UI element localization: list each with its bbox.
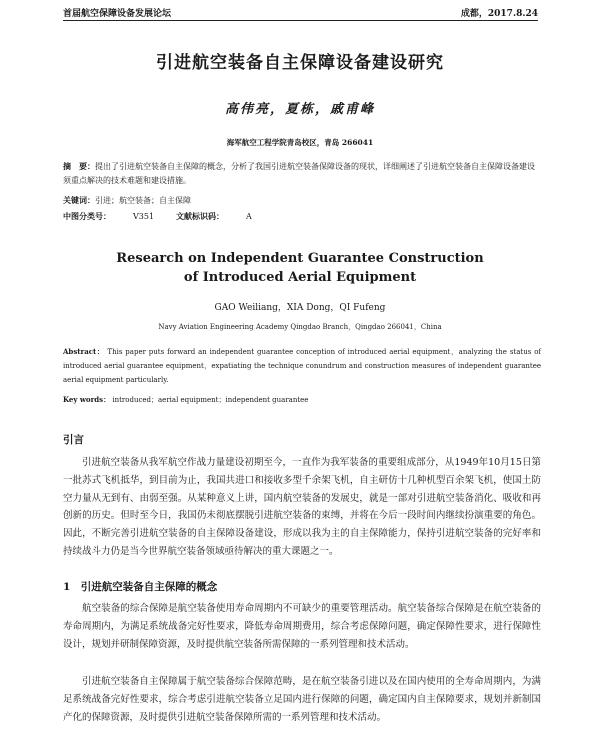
section-heading-introduction: 引言 — [63, 434, 84, 446]
section-1-paragraph-2: 引进航空装备自主保障属于航空装备综合保障范畴，是在航空装备引进以及在国内使用的全寿命周期内，为满足系统战备完好性要求，综合考虑引进航空装备立足国内进行保障的问题，确定国内自主保障要求，规划并新制国产化的保障资源，及时提供引进航空装备保障所需的一系列管理和技术活动。 — [63, 676, 541, 723]
running-header-date: 成都，2017.8.24 — [460, 9, 538, 19]
introduction-paragraph: 引进航空装备从我军航空作战力量建设初期至今，一直作为我军装备的重要组成部分，从1949年10月15日第一批苏式飞机抵华，到目前为止，我国共进口和接收多型千余架飞机，自主研仿十几种机型百余架飞机，使国土防空力量从无到有、由弱至强。从某种意义上讲，国内航空装备的发展史，就是一部对引进航空装备消化、吸收和再创新的历史。但时至今日，我国仍未彻底摆脱引进航空装备的束缚，并将在今后一段时间内继续扮演重要的角色。因此，不断完善引进航空装备的自主保障设备建设，形成以我为主的自主保障能力，保持引进航空装备的完好率和持续战斗力仍是当今世界航空装备领域亟待解决的重大课题之一。 — [63, 457, 541, 557]
english-keywords-text: introduced；aerial equipment；independent guarantee — [112, 396, 309, 404]
english-title — [0, 249, 600, 287]
chinese-affiliation: 海军航空工程学院青岛校区，青岛 266041 — [226, 138, 374, 147]
document-code: 文献标识码： A — [176, 211, 252, 221]
section-heading-1: 1 引进航空装备自主保障的概念 — [63, 581, 218, 593]
chinese-title: 引进航空装备自主保障设备建设研究 — [156, 53, 444, 73]
english-authors: GAO Weiliang，XIA Dong，QI Fufeng — [214, 303, 386, 313]
english-affiliation: Navy Aviation Engineering Academy Qingdao Branch，Qingdao 266041，China — [158, 323, 442, 331]
running-header-conference: 首届航空保障设备发展论坛 — [63, 9, 172, 19]
class-number: 中图分类号： V351 — [63, 211, 155, 221]
english-keywords-label: Key words： — [63, 395, 111, 404]
chinese-authors: 高伟亮，夏栋，戚甫峰 — [224, 102, 375, 117]
section-1-paragraph-1: 航空装备的综合保障是航空装备使用寿命周期内不可缺少的重要管理活动。航空装备综合保障是在航空装备的寿命周期内，为满足系统战备完好性要求，降低寿命周期费用，综合考虑保障问题，确定保障性要求，进行保障性设计，规划并研制保障资源，及时提供航空装备所需保障的一系列管理和技术活动。 — [63, 603, 541, 650]
english-abstract — [63, 345, 541, 387]
chinese-abstract-text: 提出了引进航空装备自主保障的概念，分析了我国引进航空装备保障设备的现状，详细阐述了引进航空装备自主保障设备建设须重点解决的技术难题和建设措施。 — [63, 162, 535, 185]
header-divider — [63, 20, 538, 21]
classification-line — [63, 209, 541, 224]
english-abstract-text: This paper puts forward an independent guarantee conception of introduced aerial equipment，analyzing the status of introduced aerial guarantee equipment，expatiating the technique conundrum and construction measures of independent guarantee aerial equipment particularly. — [63, 348, 541, 384]
english-abstract-label: Abstract： — [63, 347, 105, 356]
english-title-line-1: Research on Independent Guarantee Construction — [116, 251, 484, 266]
chinese-keywords-text: 引进；航空装备；自主保障 — [95, 196, 191, 205]
chinese-keywords — [63, 193, 541, 208]
chinese-abstract — [63, 159, 541, 188]
english-keywords — [63, 393, 541, 407]
english-title-line-2: of Introduced Aerial Equipment — [183, 270, 417, 285]
chinese-abstract-label: 摘 要： — [63, 161, 95, 171]
chinese-keywords-label: 关键词： — [63, 195, 95, 205]
